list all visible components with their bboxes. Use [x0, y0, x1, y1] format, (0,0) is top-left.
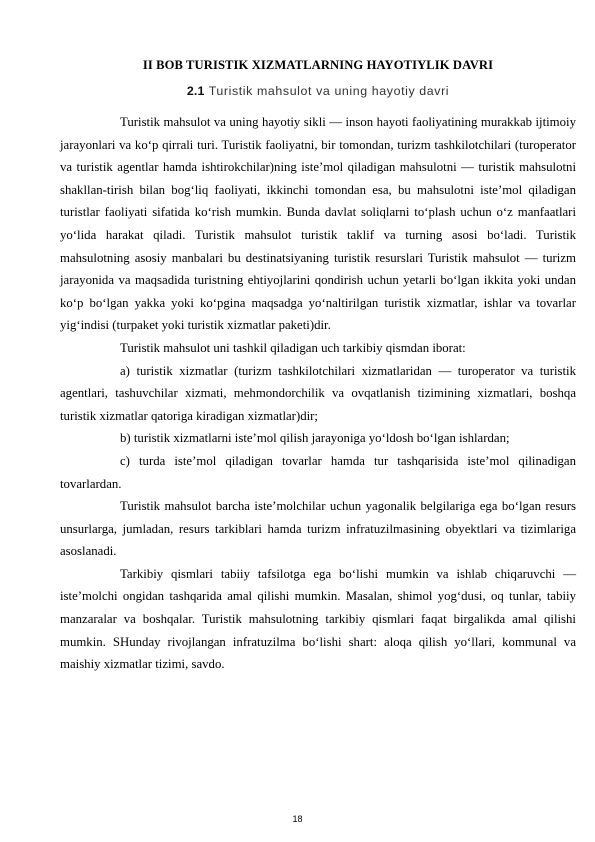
- paragraph-natural-components: Tarkibiy qismlari tabiiy tafsilotga ega bo‘lishi mumkin va ishlab chiqaruvchi — iste’molchi ongidan tashqarida amal qilishi mumkin. Masalan, shimol yog‘dusi, oq tunlar, tabiiy manzaralar va boshqalar. Turistik mahsulotning tarkibiy qismlari faqat birgalikda amal qilishi mumkin. SHunday rivojlangan infratuzilma bo‘lishi shart: aloqa qilish yo‘llari, kommunal va maishiy xizmatlar tizimi, savdo.: [60, 566, 576, 672]
- section-number: 2.1: [186, 84, 205, 98]
- paragraph-list-item-c: c) turda iste’mol qiladigan tovarlar hamda tur tashqarisida iste’mol qilinadigan tovarlardan.: [60, 453, 576, 491]
- page-number: 18: [292, 814, 303, 824]
- section-title: Turistik mahsulot va uning hayotiy davri: [208, 84, 450, 98]
- chapter-title: II BOB TURISTIK XIZMATLARNING HAYOTIYLIK DAVRI: [142, 58, 494, 72]
- section-heading: [60, 82, 576, 100]
- paragraph-components-intro: Turistik mahsulot uni tashkil qiladigan uch tarkibiy qismdan iborat:: [120, 340, 466, 355]
- paragraph-list-item-a: a) turistik xizmatlar (turizm tashkilotchilari xizmatlaridan — turoperator va turistik agentlari, tashuvchilar xizmati, mehmondorchilik va ovqatlanish tizimining xizmatlari, boshqa turistik xizmatlar qatoriga kiradigan xizmatlar)dir;: [60, 363, 576, 423]
- paragraph-resources: Turistik mahsulot barcha iste’molchilar uchun yagonalik belgilariga ega bo‘lgan resurs unsurlarga, jumladan, resurs tarkiblari hamda turizm infratuzilmasining obyektlari va tizimlariga asoslanadi.: [60, 499, 576, 559]
- body-text: [60, 111, 576, 676]
- paragraph-list-item-b: b) turistik xizmatlarni iste’mol qilish jarayoniga yo‘ldosh bo‘lgan ishlardan;: [120, 431, 510, 446]
- paragraph-intro: Turistik mahsulot va uning hayotiy sikli — inson hayoti faoliyatining murakkab ijtimoiy jarayonlari va ko‘p qirrali turi. Turistik faoliyatni, bir tomondan, turizm tashkilotchilari (turoperator va turistik agentlar hamda ishtirokchilar)ning iste’mol qiladigan mahsulotni — turistik mahsulotni shakllan-tirish bilan bog‘liq faoliyati, ikkinchi tomondan esa, bu mahsulotni iste’mol qiladigan turistlar faoliyati sifatida ko‘rish mumkin. Bunda davlat soliqlarni to‘plash uchun o‘z manfaatlari yo‘lida harakat qiladi. Turistik mahsulot turistik taklif va turning asosi bo‘ladi. Turistik mahsulotning asosiy manbalari bu destinatsiyaning turistik resurslari Turistik mahsulot — turizm jarayonida va maqsadida turistning ehtiyojlarini qondirish uchun yetarli bo‘lgan ikkita yoki undan ko‘p bo‘lgan yakka yoki ko‘pgina maqsadga yo‘naltirilgan turistik xizmatlar, ishlar va tovarlar yig‘indisi (turpaket yoki turistik xizmatlar paketi)dir.: [60, 115, 576, 333]
